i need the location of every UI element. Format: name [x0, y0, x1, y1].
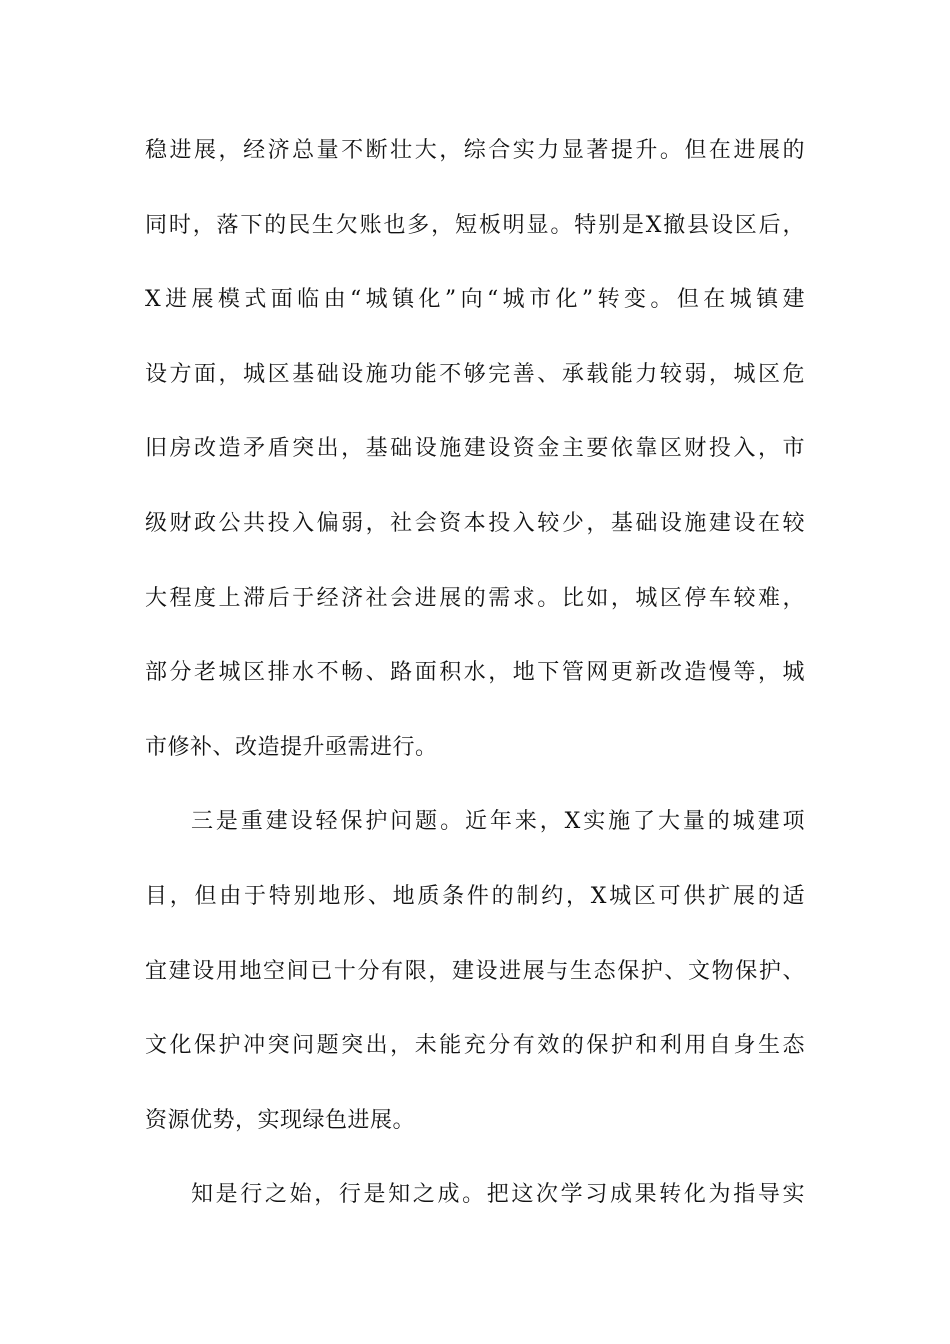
- text-line: 宜建设用地空间已十分有限，建设进展与生态保护、文物保护、: [145, 958, 805, 984]
- text-line: 级财政公共投入偏弱，社会资本投入较少，基础设施建设在较: [145, 510, 805, 536]
- paragraph-start-line: 三是重建设轻保护问题。近年来，X实施了大量的城建项: [191, 809, 805, 835]
- text-line: 大程度上滞后于经济社会进展的需求。比如，城区停车较难，: [145, 585, 805, 611]
- text-line: 同时，落下的民生欠账也多，短板明显。特别是X撤县设区后，: [145, 212, 805, 238]
- body-text: [145, 128, 805, 1247]
- text-line: 目，但由于特别地形、地质条件的制约，X城区可供扩展的适: [145, 883, 805, 909]
- text-line: 设方面，城区基础设施功能不够完善、承载能力较弱，城区危: [145, 361, 805, 387]
- paragraph-end-line: 市修补、改造提升亟需进行。: [145, 734, 438, 760]
- paragraph-end-line: 资源优势，实现绿色进展。: [145, 1107, 416, 1133]
- text-line: 部分老城区排水不畅、路面积水，地下管网更新改造慢等，城: [145, 660, 805, 686]
- text-line: 文化保护冲突问题突出，未能充分有效的保护和利用自身生态: [145, 1033, 805, 1059]
- text-line: 旧房改造矛盾突出，基础设施建设资金主要依靠区财投入，市: [145, 436, 805, 462]
- text-line: 稳进展，经济总量不断壮大，综合实力显著提升。但在进展的: [145, 138, 805, 163]
- text-line: X进展模式面临由“城镇化”向“城市化”转变。但在城镇建: [145, 287, 805, 313]
- paragraph-start-line: 知是行之始，行是知之成。把这次学习成果转化为指导实: [191, 1182, 805, 1208]
